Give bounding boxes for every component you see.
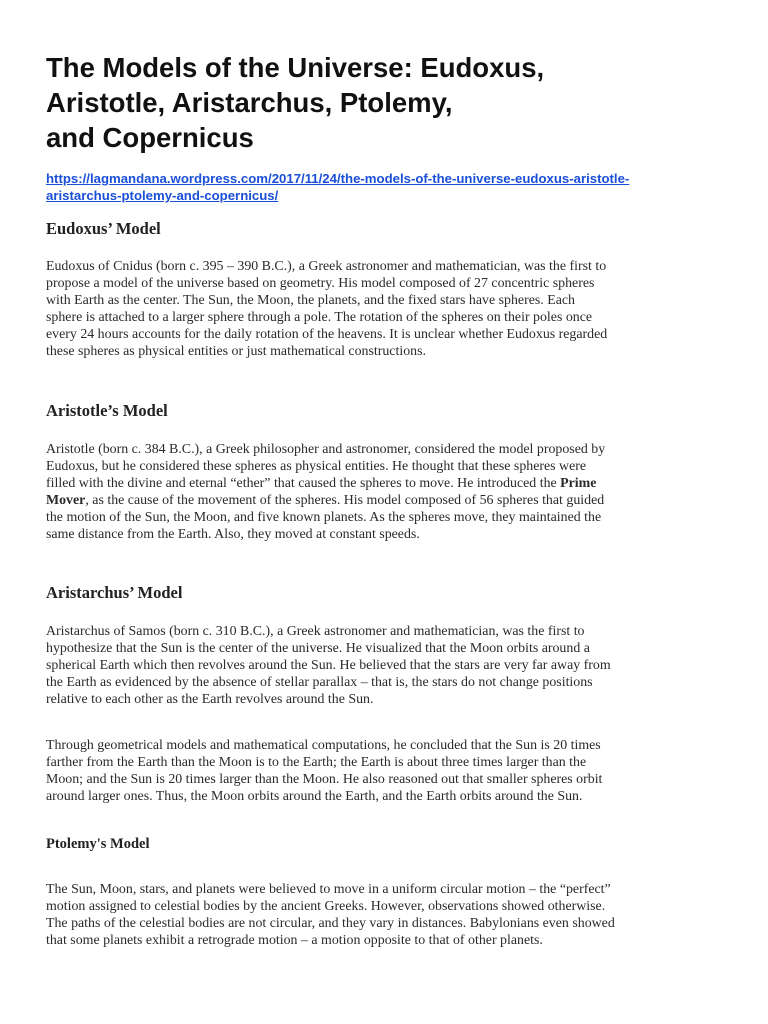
heading-aristarchus: Aristarchus’ Model — [46, 583, 183, 602]
heading-ptolemy: Ptolemy's Model — [46, 836, 150, 852]
paragraph-eudoxus — [46, 258, 726, 361]
paragraph-aristarchus-2 — [46, 737, 726, 805]
title-line: and Copernicus — [46, 122, 254, 153]
prime-mover-term: Mover — [46, 493, 86, 509]
paragraph-line: Moon; and the Sun is 20 times larger than the Moon. He also reasoned out that smaller spheres orbit — [46, 772, 603, 788]
paragraph-line: that some planets exhibit a retrograde motion – a motion opposite to that of other planets. — [46, 933, 543, 949]
paragraph-line: every 24 hours accounts for the daily rotation of the heavens. It is unclear whether Eudoxus regarded — [46, 327, 608, 343]
paragraph-line: motion assigned to celestial bodies by the ancient Greeks. However, observations showed otherwise. — [46, 899, 606, 915]
paragraph-line: Aristarchus of Samos (born c. 310 B.C.), a Greek astronomer and mathematician, was the first to — [46, 624, 585, 639]
paragraph-aristarchus-1 — [46, 623, 726, 708]
source-link[interactable] — [46, 170, 726, 204]
paragraph-line: with Earth as the center. The Sun, the Moon, the planets, and the fixed stars have spheres. Each — [46, 293, 575, 309]
paragraph-line: these spheres as physical entities or just mathematical constructions. — [46, 344, 426, 360]
paragraph-line: Aristotle (born c. 384 B.C.), a Greek philosopher and astronomer, considered the model proposed by — [46, 442, 606, 457]
paragraph-line: the motion of the Sun, the Moon, and five known planets. As the spheres move, they maintained the — [46, 510, 602, 526]
paragraph-line — [46, 475, 726, 492]
paragraph-line: hypothesize that the Sun is the center of the universe. He visualized that the Moon orbits around a — [46, 641, 590, 657]
paragraph-ptolemy — [46, 881, 726, 949]
paragraph-line: same distance from the Earth. Also, they moved at constant speeds. — [46, 527, 420, 543]
source-link-line[interactable]: https://lagmandana.wordpress.com/2017/11/24/the-models-of-the-universe-eudoxus-aristotle- — [46, 171, 630, 186]
paragraph-line: The Sun, Moon, stars, and planets were believed to move in a uniform circular motion – the “perfect” — [46, 882, 611, 897]
paragraph-line: around larger ones. Thus, the Moon orbits around the Earth, and the Earth orbits around the Sun. — [46, 789, 583, 805]
paragraph-line: the Earth as evidenced by the absence of stellar parallax – that is, the stars do not change positions — [46, 675, 593, 691]
paragraph-line: propose a model of the universe based on geometry. His model composed of 27 concentric spheres — [46, 276, 595, 292]
paragraph-line: The paths of the celestial bodies are not circular, and they vary in distances. Babylonians even showed — [46, 916, 615, 932]
source-link-line[interactable]: aristarchus-ptolemy-and-copernicus/ — [46, 188, 279, 203]
prime-mover-term: Prime — [560, 476, 597, 492]
paragraph-line: Eudoxus of Cnidus (born c. 395 – 390 B.C.), a Greek astronomer and mathematician, was the first to — [46, 259, 607, 274]
paragraph-line: Through geometrical models and mathematical computations, he concluded that the Sun is 20 times — [46, 738, 601, 753]
paragraph-line: spherical Earth which then revolves around the Sun. He believed that the stars are very far away from — [46, 658, 611, 674]
paragraph-aristotle — [46, 441, 726, 544]
line-text: , as the cause of the movement of the spheres. His model composed of 56 spheres that guided — [85, 493, 605, 509]
paragraph-line: relative to each other as the Earth revolves around the Sun. — [46, 692, 374, 708]
heading-aristotle: Aristotle’s Model — [46, 401, 168, 420]
title-line: Aristotle, Aristarchus, Ptolemy, — [46, 87, 453, 118]
title-line: The Models of the Universe: Eudoxus, — [46, 52, 545, 83]
heading-eudoxus: Eudoxus’ Model — [46, 219, 161, 238]
paragraph-line: sphere is attached to a larger sphere through a pole. The rotation of the spheres on their poles once — [46, 310, 593, 326]
paragraph-line — [46, 492, 726, 509]
line-text: filled with the divine and eternal “ether” that caused the spheres to move. He introduced the — [46, 476, 561, 492]
paragraph-line: farther from the Earth than the Moon is to the Earth; the Earth is about three times larger than the — [46, 755, 587, 771]
page-title — [46, 50, 726, 155]
paragraph-line: Eudoxus, but he considered these spheres as physical entities. He thought that these spheres were — [46, 459, 587, 475]
